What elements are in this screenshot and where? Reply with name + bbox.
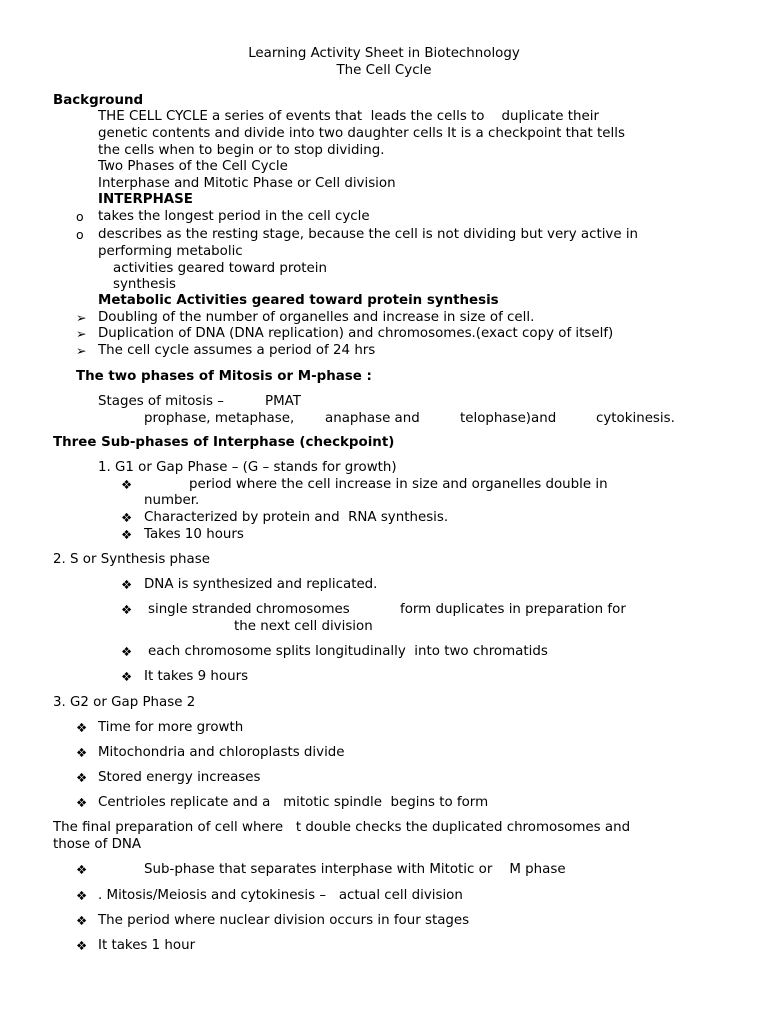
g2-item-3: Stored energy increases xyxy=(98,770,261,785)
diamond-bullet-marker: ❖ xyxy=(121,527,133,542)
diamond-bullet-marker: ❖ xyxy=(121,669,133,684)
stages-anaphase: anaphase and xyxy=(325,411,420,426)
diamond-bullet-marker: ❖ xyxy=(76,862,88,877)
s-bullet-2-part-b: form duplicates in preparation for xyxy=(400,602,626,617)
interphase-bullet-2-line-1: describes as the resting stage, because the cell is not dividing but very active in xyxy=(98,227,639,242)
diamond-bullet-marker: ❖ xyxy=(121,510,133,525)
diamond-bullet-marker: ❖ xyxy=(76,770,88,785)
arrow-bullet-marker: ➢ xyxy=(76,310,87,325)
two-phases-line: Two Phases of the Cell Cycle xyxy=(98,159,288,174)
g2-item-4: Centrioles replicate and a mitotic spindle begins to form xyxy=(98,795,489,810)
s-bullet-3: each chromosome splits longitudinally into two chromatids xyxy=(148,644,548,659)
arrow-bullet-marker: ➢ xyxy=(76,326,87,341)
g1-title: 1. G1 or Gap Phase – (G – stands for growth) xyxy=(98,460,397,475)
g2-item-2: Mitochondria and chloroplasts divide xyxy=(98,745,345,760)
background-para-line-1: THE CELL CYCLE a series of events that leads the cells to duplicate their xyxy=(98,109,599,124)
diamond-bullet-marker: ❖ xyxy=(76,745,88,760)
s-phase-title: 2. S or Synthesis phase xyxy=(53,552,210,567)
s-bullet-4: It takes 9 hours xyxy=(144,669,249,684)
interphase-bullet-2-line-3: activities geared toward protein xyxy=(113,261,328,276)
document-title: Learning Activity Sheet in Biotechnology xyxy=(248,46,520,61)
background-heading: Background xyxy=(53,93,144,108)
diamond-bullet-marker: ❖ xyxy=(121,644,133,659)
metabolic-item-1: Doubling of the number of organelles and increase in size of cell. xyxy=(98,310,535,325)
interphase-heading: INTERPHASE xyxy=(98,192,193,207)
stages-telophase: telophase)and xyxy=(460,411,557,426)
m-phase-item-3: The period where nuclear division occurs in four stages xyxy=(98,913,470,928)
g2-item-1: Time for more growth xyxy=(98,720,244,735)
s-bullet-2-line-2: the next cell division xyxy=(234,619,373,634)
document-subtitle: The Cell Cycle xyxy=(336,63,432,78)
interphase-bullet-1: takes the longest period in the cell cycle xyxy=(98,209,370,224)
arrow-bullet-marker: ➢ xyxy=(76,343,87,358)
interphase-bullet-2-line-2: performing metabolic xyxy=(98,244,243,259)
g1-bullet-1-line-2: number. xyxy=(144,493,200,508)
diamond-bullet-marker: ❖ xyxy=(76,913,88,928)
final-preparation-line-2: those of DNA xyxy=(53,837,142,852)
circle-bullet-marker: o xyxy=(76,227,84,242)
background-para-line-2: genetic contents and divide into two daughter cells It is a checkpoint that tells xyxy=(98,126,625,141)
s-bullet-2-part-a: single stranded chromosomes xyxy=(148,602,350,617)
stages-label: Stages of mitosis – xyxy=(98,394,224,409)
g2-title: 3. G2 or Gap Phase 2 xyxy=(53,695,196,710)
stages-cytokinesis: cytokinesis. xyxy=(596,411,675,426)
background-para-line-3: the cells when to begin or to stop dividing. xyxy=(98,143,385,158)
m-phase-item-1: Sub-phase that separates interphase with Mitotic or M phase xyxy=(144,862,566,877)
stages-abbreviation: PMAT xyxy=(265,394,301,409)
mitosis-heading: The two phases of Mitosis or M-phase : xyxy=(76,369,372,384)
m-phase-item-4: It takes 1 hour xyxy=(98,938,196,953)
m-phase-item-2: . Mitosis/Meiosis and cytokinesis – actual cell division xyxy=(98,888,463,903)
g1-bullet-1-line-1: period where the cell increase in size and organelles double in xyxy=(189,477,608,492)
diamond-bullet-marker: ❖ xyxy=(76,720,88,735)
diamond-bullet-marker: ❖ xyxy=(121,577,133,592)
diamond-bullet-marker: ❖ xyxy=(76,938,88,953)
interphase-bullet-2-line-4: synthesis xyxy=(113,277,177,292)
diamond-bullet-marker: ❖ xyxy=(76,888,88,903)
subphases-heading: Three Sub-phases of Interphase (checkpoint) xyxy=(53,435,395,450)
metabolic-item-2: Duplication of DNA (DNA replication) and chromosomes.(exact copy of itself) xyxy=(98,326,614,341)
g1-bullet-3: Takes 10 hours xyxy=(144,527,244,542)
s-bullet-1: DNA is synthesized and replicated. xyxy=(144,577,378,592)
final-preparation-line-1: The final preparation of cell where t double checks the duplicated chromosomes and xyxy=(53,820,631,835)
diamond-bullet-marker: ❖ xyxy=(121,602,133,617)
stages-prophase-metaphase: prophase, metaphase, xyxy=(144,411,295,426)
diamond-bullet-marker: ❖ xyxy=(76,795,88,810)
metabolic-activities-heading: Metabolic Activities geared toward protein synthesis xyxy=(98,293,499,308)
g1-bullet-2: Characterized by protein and RNA synthesis. xyxy=(144,510,449,525)
circle-bullet-marker: o xyxy=(76,209,84,224)
metabolic-item-3: The cell cycle assumes a period of 24 hrs xyxy=(98,343,376,358)
diamond-bullet-marker: ❖ xyxy=(121,477,133,492)
phases-list-line: Interphase and Mitotic Phase or Cell division xyxy=(98,176,396,191)
